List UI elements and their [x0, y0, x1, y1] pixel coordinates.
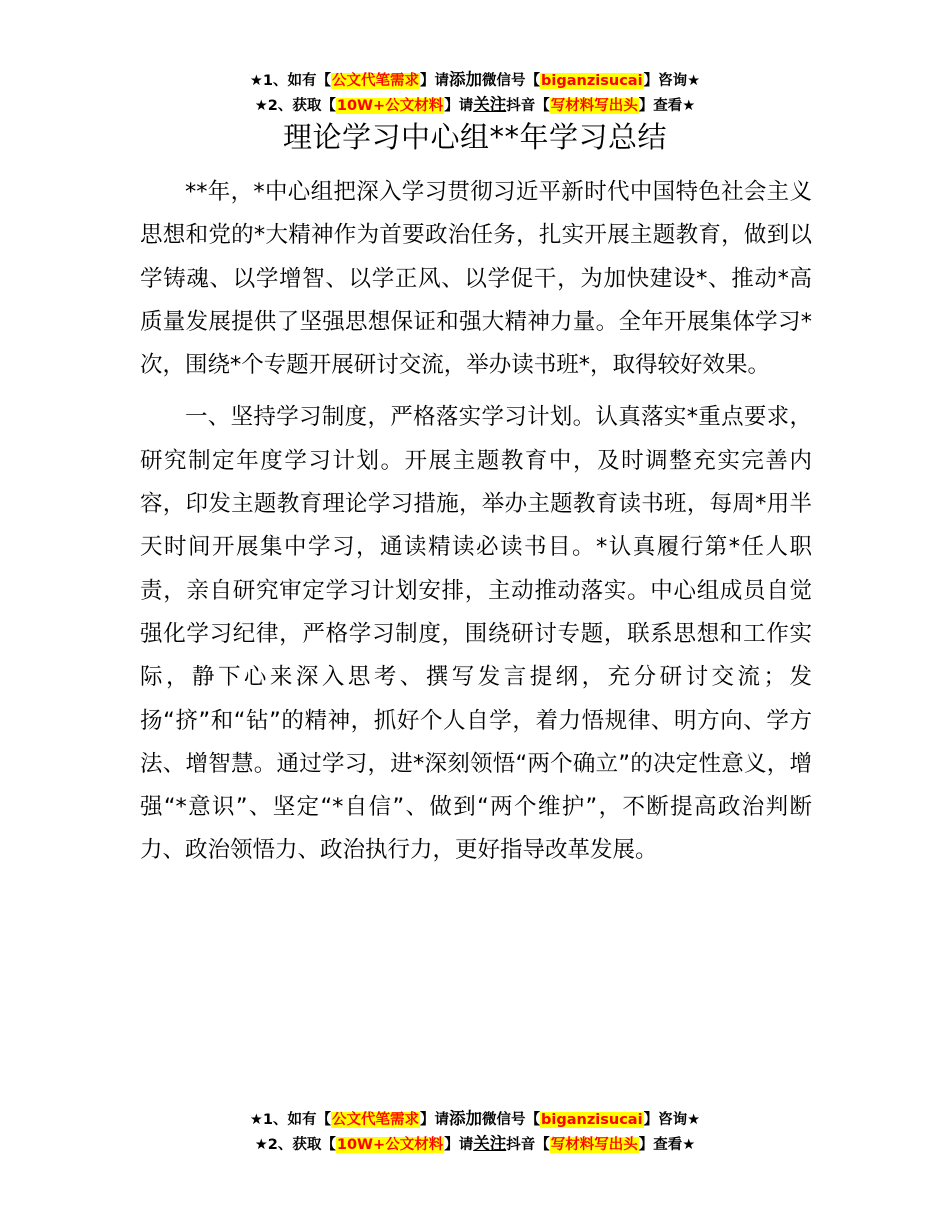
document-title: 理论学习中心组**年学习总结 — [282, 120, 667, 154]
banner-highlight: 公文代笔需求 — [332, 1112, 420, 1128]
paragraph-section-1: 一、坚持学习制度，严格落实学习计划。认真落实*重点要求，研究制定年度学习计划。开展主题教育中，及时调整充实完善内容，印发主题教育理论学习措施，举办主题教育读书班，每周*用半天时间开展集中学习，通读精读必读书目。*认真履行第*任人职责，亲自研究审定学习计划安排，主动推动落实。中心组成员自觉强化学习纪律，严格学习制度，围绕研讨专题，联系思想和工作实际，静下心来深入思考、撰写发言提纲，充分研讨交流；发扬“挤”和“钻”的精神，抓好个人自学，着力悟规律、明方向、学方法、增智慧。通过学习，进*深刻领悟“两个确立”的决定性意义，增强“*意识”、坚定“*自信”、做到“两个维护”，不断提高政治判断力、政治领悟力、政治执行力，更好指导改革发展。 — [140, 404, 812, 864]
banner-highlight: 10W+公文材料 — [336, 1137, 444, 1153]
header-banner — [0, 68, 950, 118]
banner-emphasis: 关注 — [473, 1134, 507, 1153]
banner-text: ★1、如有【 — [249, 73, 332, 89]
banner-highlight: 公文代笔需求 — [332, 73, 420, 89]
banner-emphasis: 关注 — [473, 95, 507, 114]
banner-emphasis: 添加 — [449, 70, 483, 89]
banner-line-1 — [0, 68, 950, 93]
banner-text: 】请 — [420, 73, 450, 89]
banner-highlight: 写材料写出头 — [550, 1137, 638, 1153]
banner-text: 抖音【 — [506, 98, 550, 114]
banner-highlight: biganzisucai — [541, 1112, 643, 1128]
banner-text: ★2、获取【 — [254, 98, 336, 114]
banner-text: 微信号【 — [482, 1112, 541, 1128]
banner-text: 】请 — [420, 1112, 450, 1128]
banner-text: ★2、获取【 — [254, 1137, 336, 1153]
banner-line-2 — [0, 1132, 950, 1157]
banner-text: 】咨询★ — [643, 1112, 701, 1128]
footer-banner — [0, 1107, 950, 1157]
banner-text: 】查看★ — [638, 1137, 696, 1153]
banner-text: 】咨询★ — [643, 73, 701, 89]
banner-text: 】请 — [444, 1137, 474, 1153]
banner-emphasis: 添加 — [449, 1109, 483, 1128]
banner-text: 微信号【 — [482, 73, 541, 89]
banner-text: 】查看★ — [638, 98, 696, 114]
banner-highlight: 写材料写出头 — [550, 98, 638, 114]
banner-text: 】请 — [444, 98, 474, 114]
banner-text: 抖音【 — [506, 1137, 550, 1153]
banner-highlight: 10W+公文材料 — [336, 98, 444, 114]
banner-highlight: biganzisucai — [541, 73, 643, 89]
document-body — [140, 171, 812, 882]
paragraph-intro: **年，*中心组把深入学习贯彻习近平新时代中国特色社会主义思想和党的*大精神作为首要政治任务，扎实开展主题教育，做到以学铸魂、以学增智、以学正风、以学促干，为加快建设*、推动*高质量发展提供了坚强思想保证和强大精神力量。全年开展集体学习*次，围绕*个专题开展研讨交流，举办读书班*，取得较好效果。 — [140, 179, 812, 379]
banner-text: ★1、如有【 — [249, 1112, 332, 1128]
banner-line-1 — [0, 1107, 950, 1132]
